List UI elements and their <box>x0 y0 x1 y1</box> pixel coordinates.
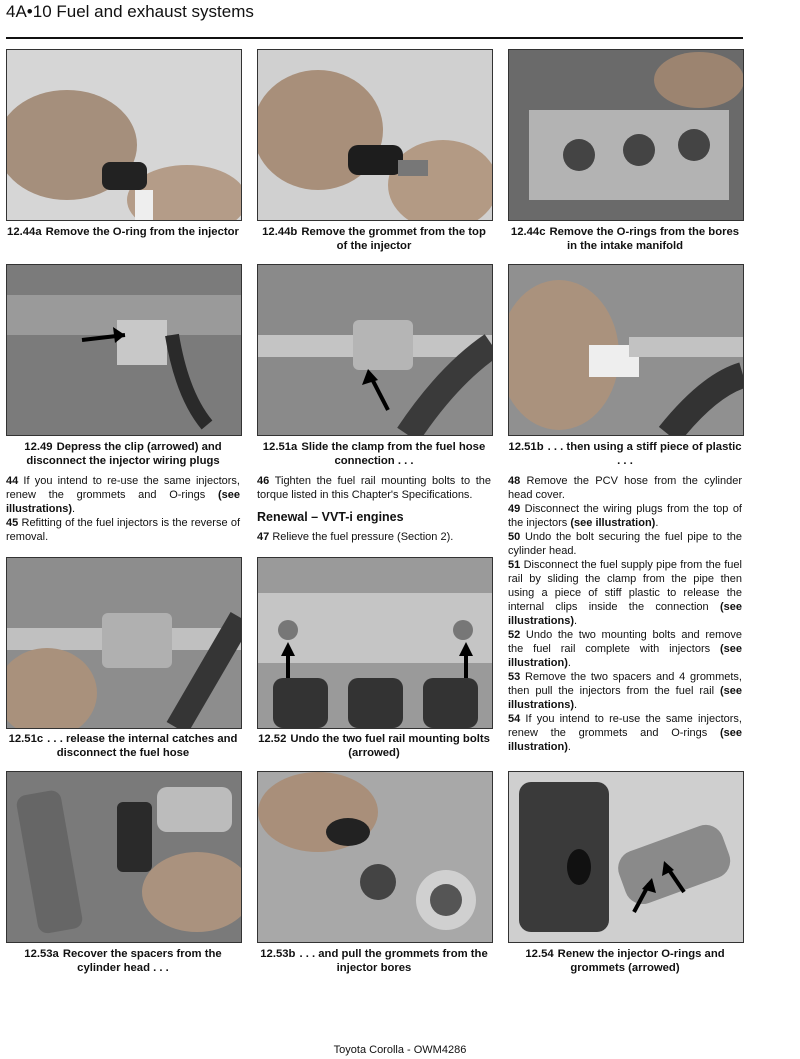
caption-12-54 <box>508 947 742 975</box>
photo-intake-manifold <box>509 50 743 220</box>
photo-stiff-plastic <box>509 265 743 435</box>
photo-release-catches <box>7 558 241 728</box>
caption-12-51c <box>6 732 240 760</box>
paragraph-51: 51 Disconnect the fuel supply pipe from the fuel rail by sliding the clamp from the pipe then using a piece of stiff plastic to release the internal clips inside the connection (see illustrations). <box>508 559 742 627</box>
figure-caption: . . . then using a stiff piece of plastic . . . <box>547 441 742 467</box>
caption-12-49 <box>6 440 240 468</box>
figure-caption: Remove the O-rings from the bores in the intake manifold <box>549 226 740 252</box>
paragraph-45: 45 Refitting of the fuel injectors is the reverse of removal. <box>6 517 240 543</box>
section-subhead: Renewal – VVT-i engines <box>257 510 404 524</box>
figure-caption: . . . release the internal catches and disconnect the fuel hose <box>47 733 238 759</box>
figure-caption: Recover the spacers from the cylinder head . . . <box>62 948 222 974</box>
text-column-right <box>508 474 742 754</box>
caption-12-52 <box>257 732 491 760</box>
caption-12-44b <box>257 225 491 253</box>
photo-grommets <box>258 772 492 942</box>
photo-12-53a <box>6 771 242 943</box>
photo-12-51c <box>6 557 242 729</box>
figure-caption: Depress the clip (arrowed) and disconnect the injector wiring plugs <box>26 441 222 467</box>
page-ref: 4A•10 <box>6 2 52 21</box>
photo-o-rings <box>509 772 743 942</box>
figure-number: 12.52 <box>258 733 287 745</box>
photo-12-51b <box>508 264 744 436</box>
paragraph-47: 47 Relieve the fuel pressure (Section 2). <box>257 531 454 543</box>
page-title: Fuel and exhaust systems <box>56 2 254 21</box>
paragraph-46: 46 Tighten the fuel rail mounting bolts to the torque listed in this Chapter's Specifications. <box>257 475 492 501</box>
paragraph-50: 50 Undo the bolt securing the fuel pipe to the cylinder head. <box>508 531 742 557</box>
paragraph-54: 54 If you intend to re-use the same injectors, renew the grommets and O-rings (see illustration). <box>508 713 742 753</box>
photo-hands-grommet <box>258 50 492 220</box>
figure-number: 12.44b <box>262 226 298 238</box>
caption-12-53b <box>257 947 491 975</box>
photo-12-52 <box>257 557 493 729</box>
paragraph-52: 52 Undo the two mounting bolts and remove the fuel rail complete with injectors (see illustration). <box>508 629 743 669</box>
figure-number: 12.44c <box>510 226 546 238</box>
caption-12-44a <box>6 225 240 239</box>
caption-12-44c <box>508 225 742 253</box>
photo-12-53b <box>257 771 493 943</box>
photo-fuel-hose-clamp <box>258 265 492 435</box>
page-header <box>6 2 254 22</box>
paragraph-44: 44 If you intend to re-use the same injectors, renew the grommets and O-rings (see illustrations). <box>6 475 240 515</box>
figure-caption: . . . and pull the grommets from the injector bores <box>299 948 488 974</box>
page-footer: Toyota Corolla - OWM4286 <box>333 1044 467 1056</box>
figure-number: 12.44a <box>7 226 42 238</box>
figure-caption: Undo the two fuel rail mounting bolts (arrowed) <box>290 733 490 759</box>
figure-caption: Renew the injector O-rings and grommets (arrowed) <box>557 948 725 974</box>
text-column-left-upper <box>6 474 240 544</box>
figure-number: 12.51b <box>508 441 544 453</box>
photo-fuel-rail-bolts <box>258 558 492 728</box>
figure-number: 12.51c <box>8 733 44 745</box>
photo-injector-clip <box>7 265 241 435</box>
figure-number: 12.54 <box>525 948 554 960</box>
photo-12-49 <box>6 264 242 436</box>
photo-12-44b <box>257 49 493 221</box>
caption-12-53a <box>6 947 240 975</box>
caption-12-51b <box>508 440 742 468</box>
figure-caption: Remove the grommet from the top of the injector <box>301 226 486 252</box>
figure-number: 12.53a <box>24 948 59 960</box>
figure-caption: Remove the O-ring from the injector <box>45 226 239 238</box>
figure-number: 12.49 <box>24 441 53 453</box>
header-rule <box>6 37 743 39</box>
caption-12-51a <box>257 440 491 468</box>
paragraph-49: 49 Disconnect the wiring plugs from the top of the injectors (see illustration). <box>508 503 742 529</box>
photo-12-44c <box>508 49 744 221</box>
photo-hands-injector <box>7 50 241 220</box>
photo-spacers <box>7 772 241 942</box>
photo-12-51a <box>257 264 493 436</box>
figure-number: 12.51a <box>262 441 298 453</box>
figure-caption: Slide the clamp from the fuel hose connection . . . <box>301 441 486 467</box>
photo-12-44a <box>6 49 242 221</box>
text-column-middle-upper <box>257 474 491 544</box>
paragraph-48: 48 Remove the PCV hose from the cylinder head cover. <box>508 475 742 501</box>
figure-number: 12.53b <box>260 948 296 960</box>
paragraph-53: 53 Remove the two spacers and 4 grommets, then pull the injectors from the fuel rail (see illustrations). <box>508 671 742 711</box>
photo-12-54 <box>508 771 744 943</box>
